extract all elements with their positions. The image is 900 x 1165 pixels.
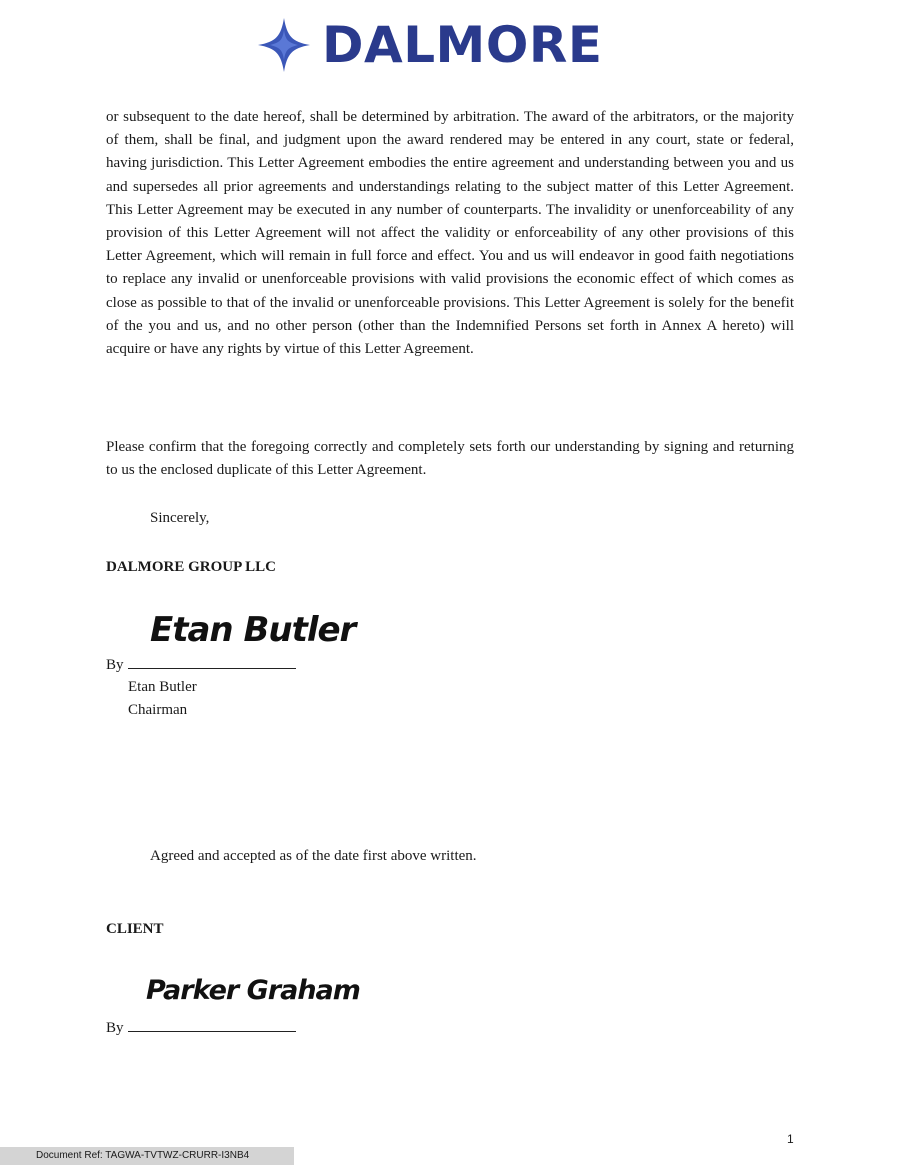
sender-name: Etan Butler — [128, 679, 197, 695]
sender-company: DALMORE GROUP LLC — [106, 559, 277, 575]
closing-text: Sincerely, — [150, 510, 210, 526]
body-paragraph-1: or subsequent to the date hereof, shall be determined by arbitration. The award of the arbitrators, or the majority of them, shall be final, and judgment upon the award rendered may be entered in any court, state or federal, having jurisdiction. This Letter Agreement embodies the entire agreement and understanding between you and us and supersedes all prior agreements and understandings relating to the subject matter of this Letter Agreement. This Letter Agreement may be executed in any number of counterparts. The invalidity or unenforceability of any provision of this Letter Agreement will not affect the validity or enforceability of any other provisions of this Letter Agreement, which will remain in full force and effect. You and us will endeavor in good faith negotiations to replace any invalid or unenforceable provisions with valid provisions the economic effect of which comes as close as possible to that of the invalid or unenforceable provisions. This Letter Agreement is solely for the benefit of the you and us, and no other person (other than the Indemnified Persons set forth in Annex A hereto) will acquire or have any rights by virtue of this Letter Agreement. — [106, 109, 794, 358]
client-label: CLIENT — [106, 921, 164, 937]
sender-signature-line — [106, 654, 296, 675]
sender-by-label: By — [106, 657, 124, 673]
client-by-label: By — [106, 1020, 124, 1036]
page-number: 1 — [787, 1132, 794, 1146]
client-signature-line — [106, 1017, 296, 1038]
signature-underline — [128, 654, 296, 669]
signature-underline — [128, 1017, 296, 1032]
sender-title: Chairman — [128, 702, 188, 718]
logo-text: DALMORE — [322, 16, 603, 74]
acceptance-text: Agreed and accepted as of the date first above written. — [150, 848, 477, 864]
company-logo — [256, 16, 602, 74]
client-signature: Parker Graham — [146, 975, 360, 1006]
body-paragraph-2: Please confirm that the foregoing correctly and completely sets forth our understanding by signing and returning to us the enclosed duplicate of this Letter Agreement. — [106, 439, 794, 479]
document-reference: Document Ref: TAGWA-TVTWZ-CRURR-I3NB4 — [0, 1147, 294, 1165]
four-point-star-icon — [256, 16, 312, 74]
sender-signature: Etan Butler — [150, 610, 356, 650]
